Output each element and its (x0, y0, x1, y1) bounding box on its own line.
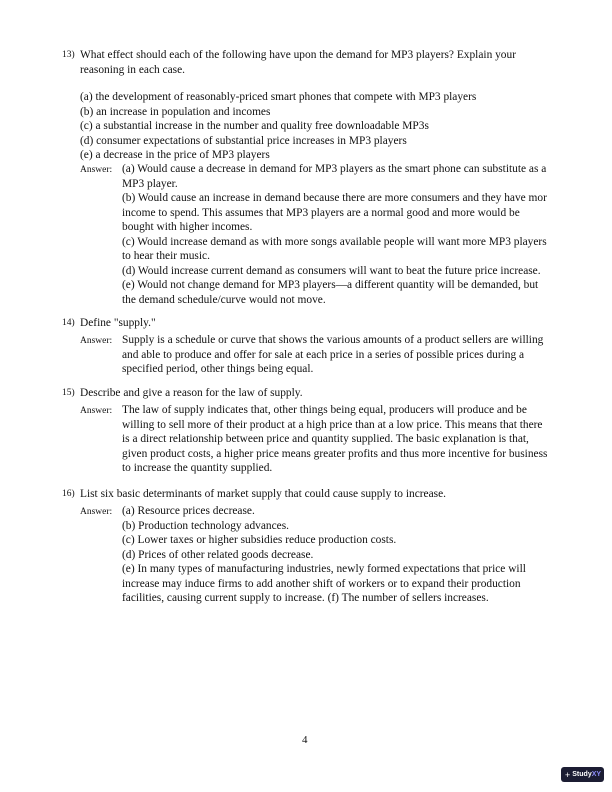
text-line: (b) Production technology advances. (122, 519, 290, 532)
text-line: (a) Would cause a decrease in demand for MP3 players as the smart phone can substitute as a (122, 163, 547, 175)
text-line: specified period, other things being equal. (122, 363, 314, 375)
studyxy-badge[interactable] (561, 767, 604, 782)
answer-label: Answer: (80, 507, 113, 517)
text-line: Define "supply." (80, 317, 156, 329)
text-line: (e) Would not change demand for MP3 players—a different quantity will be demanded, but (122, 279, 539, 291)
text-line: List six basic determinants of market supply that could cause supply to increase. (80, 488, 446, 500)
text-line: willing to sell more of their product at a high price than at a low price. This means that there (122, 418, 543, 431)
question-text (80, 48, 516, 77)
brand-main: Study (572, 771, 592, 778)
text-line: (e) In many types of manufacturing industries, newly formed expectations that price will (122, 563, 526, 575)
text-line: facilities, causing current supply to increase. (f) The number of sellers increases. (122, 592, 489, 604)
option-item: (c) a substantial increase in the number and quality free downloadable MP3s (80, 120, 429, 132)
text-line: the demand schedule/curve would not move. (122, 293, 326, 306)
answer-text (122, 333, 543, 377)
page-number: 4 (302, 734, 308, 746)
question-text (80, 386, 303, 401)
text-line: (b) Would cause an increase in demand because there are more consumers and they have mor (122, 192, 547, 204)
answer-label: Answer: (80, 336, 113, 346)
question-number: 16) (62, 489, 75, 499)
question-number: 13) (62, 50, 75, 60)
text-line: to hear their music. (122, 250, 210, 262)
answer-text (122, 403, 547, 476)
question-number: 15) (62, 388, 75, 398)
plus-icon: + (565, 769, 571, 780)
question-number: 14) (62, 318, 75, 328)
text-line: Supply is a schedule or curve that shows the various amounts of a product sellers are willing (122, 334, 544, 346)
text-line: (c) Would increase demand as with more songs available people will want more MP3 players (122, 235, 547, 248)
text-line: to increase the quantity supplied. (122, 462, 273, 474)
answer-label: Answer: (80, 165, 113, 175)
text-line: reasoning in each case. (80, 63, 185, 76)
text-line: What effect should each of the following have upon the demand for MP3 players? Explain your (80, 49, 516, 61)
text-line: income to spend. This assumes that MP3 players are a normal good and more would be (122, 206, 520, 219)
option-list (80, 90, 476, 163)
answer-label: Answer: (80, 406, 113, 416)
option-item: (d) consumer expectations of substantial price increases in MP3 players (80, 134, 407, 147)
text-line: (d) Prices of other related goods decrease. (122, 548, 314, 561)
answer-text (122, 162, 547, 307)
text-line: Describe and give a reason for the law of supply. (80, 387, 303, 399)
text-line: The law of supply indicates that, other things being equal, producers will produce and be (122, 404, 527, 416)
answer-text (122, 504, 526, 606)
brand-label (572, 771, 601, 778)
text-line: (d) Would increase current demand as consumers will want to beat the future price increase. (122, 264, 541, 277)
text-line: (c) Lower taxes or higher subsidies reduce production costs. (122, 534, 397, 546)
text-line: given product costs, a higher price means greater profits and thus more incentive for business (122, 447, 548, 460)
option-item: (a) the development of reasonably-priced smart phones that compete with MP3 players (80, 91, 477, 103)
text-line: increase may induce firms to add another shift of workers or to expand their production (122, 577, 521, 590)
text-line: and able to produce and offer for sale at each price in a series of possible prices during a (122, 348, 525, 361)
option-item: (b) an increase in population and incomes (80, 105, 271, 118)
question-text (80, 316, 156, 331)
question-text (80, 487, 446, 502)
text-line: bought with higher incomes. (122, 221, 253, 233)
text-line: MP3 player. (122, 177, 178, 190)
text-line: (a) Resource prices decrease. (122, 505, 255, 517)
brand-accent: XY (591, 771, 602, 778)
option-item: (e) a decrease in the price of MP3 players (80, 149, 270, 161)
text-line: is a direct relationship between price and quantity supplied. The basic explanation is that, (122, 433, 529, 445)
